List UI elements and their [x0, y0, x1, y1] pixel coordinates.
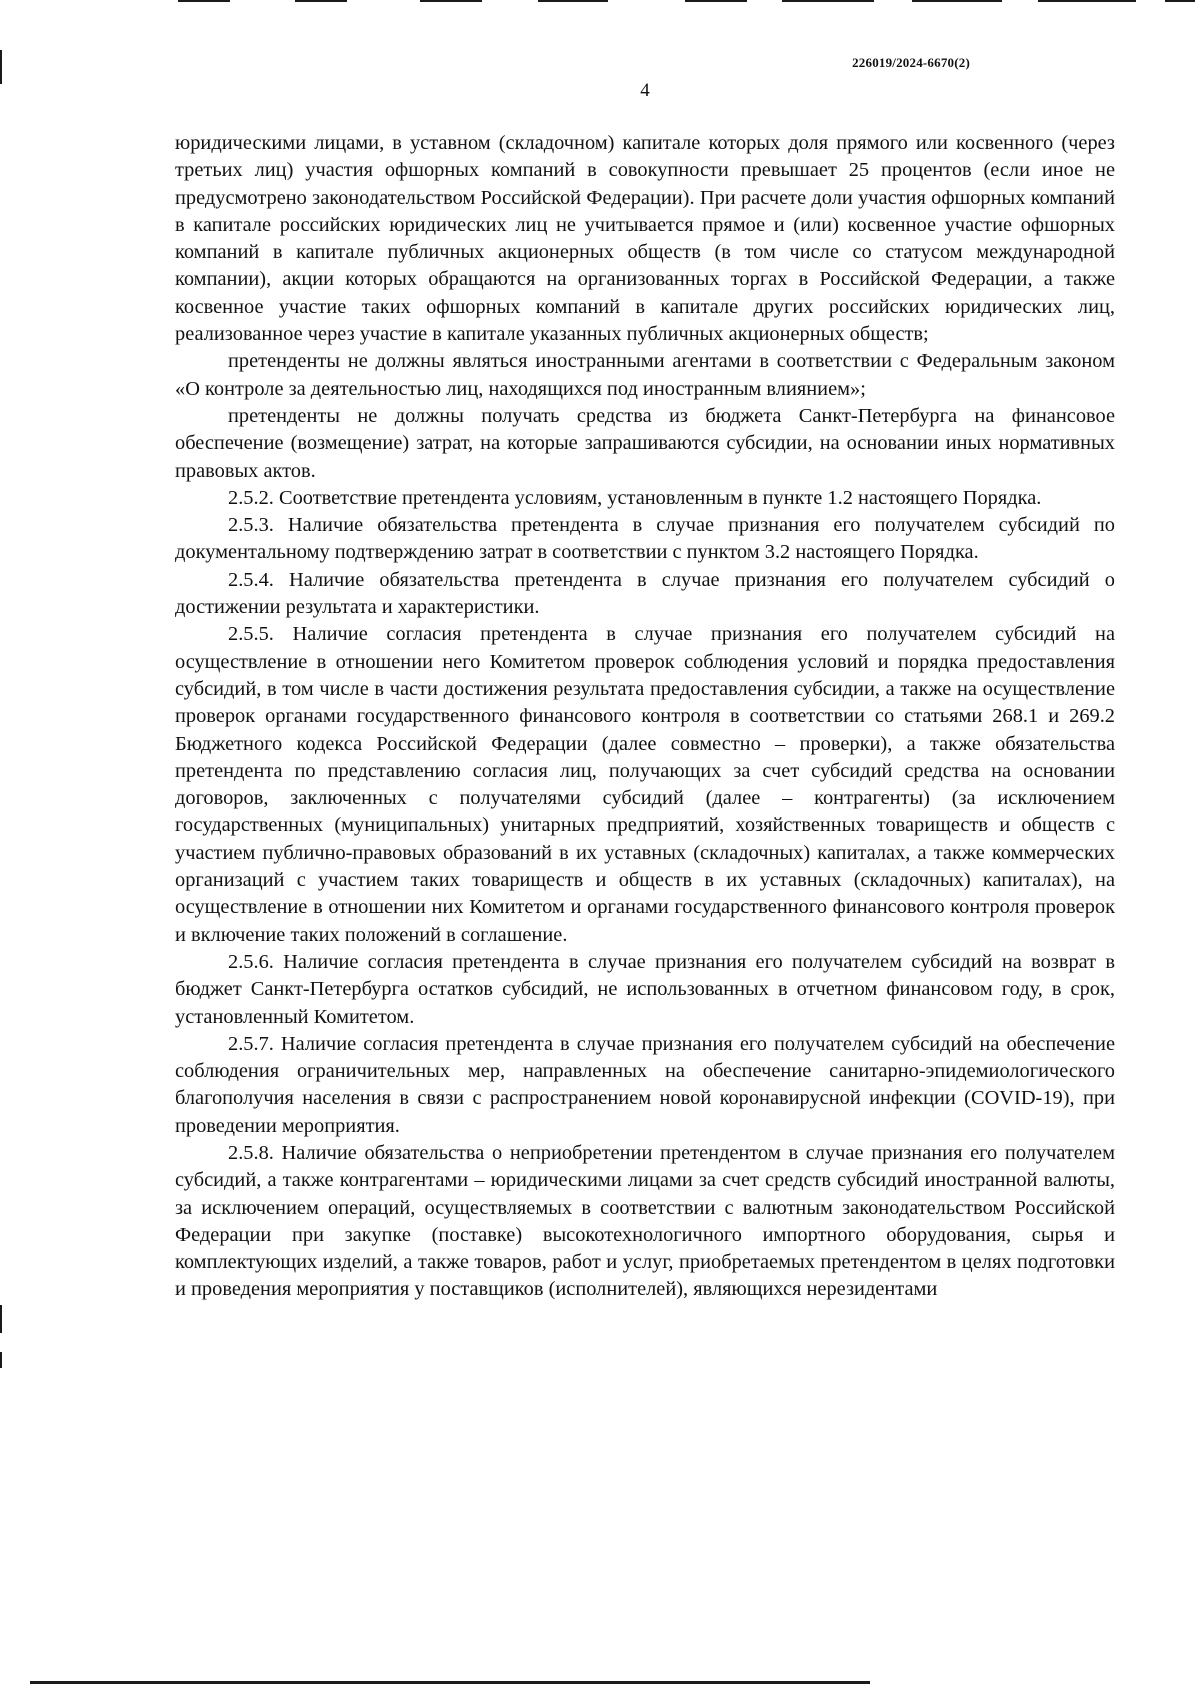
- scan-mark-left-1: [0, 50, 2, 84]
- scan-mark-top-8: [1038, 0, 1136, 2]
- paragraph-2-5-7: 2.5.7. Наличие согласия претендента в случае признания его получателем субсидий на обеспечение соблюдения ограничительных мер, направленных на обеспечение санитарно-эпидемиологического благополучия населения в связи с распространением новой коронавирусной инфекции (COVID-19), при проведении мероприятия.: [175, 1032, 1115, 1137]
- paragraph-2-5-4: 2.5.4. Наличие обязательства претендента в случае признания его получателем субсидий о достижении результата и характеристики.: [175, 568, 1115, 619]
- scan-mark-top-2: [295, 0, 347, 2]
- document-body: [175, 130, 1115, 1304]
- scan-mark-left-2: [0, 1305, 2, 1333]
- scan-mark-top-9: [1165, 0, 1195, 2]
- paragraph-2-5-3: 2.5.3. Наличие обязательства претендента в случае признания его получателем субсидий по документальному подтверждению затрат в соответствии с пунктом 3.2 настоящего Порядка.: [175, 514, 1115, 564]
- scan-mark-top-4: [538, 0, 608, 2]
- paragraph-budget-funds: претенденты не должны получать средства из бюджета Санкт-Петербурга на финансовое обеспечение (возмещение) затрат, на которые запрашиваются субсидии, на основании иных нормативных правовых актов.: [175, 404, 1115, 482]
- document-registration-number: 226019/2024-6670(2): [852, 55, 970, 70]
- scan-mark-top-7: [912, 0, 1002, 2]
- scan-mark-top-6: [782, 0, 874, 2]
- scan-mark-left-3: [0, 1352, 2, 1368]
- paragraph-2-5-2: 2.5.2. Соответствие претендента условиям, установленным в пункте 1.2 настоящего Порядка.: [228, 486, 1042, 509]
- scan-mark-top-5: [685, 0, 747, 2]
- paragraph-2-5-5: 2.5.5. Наличие согласия претендента в случае признания его получателем субсидий на осуществление в отношении него Комитетом проверок соблюдения условий и порядка предоставления субсидий, в том числе в части достижения результата предоставления субсидии, а также на осуществление проверок органами государственного финансового контроля в соответствии со статьями 268.1 и 269.2 Бюджетного кодекса Российской Федерации (далее совместно – проверки), а также обязательства претендента по представлению согласия лиц, получающих за счет субсидий средства на основании договоров, заключенных с получателями субсидий (далее – контрагенты) (за исключением государственных (муниципальных) унитарных предприятий, хозяйственных товариществ и обществ с участием публично-правовых образований в их уставных (складочных) капиталах, а также коммерческих организаций с участием таких товариществ и обществ в их уставных (складочных) капиталах), на осуществление в отношении них Комитетом и органами государственного финансового контроля проверок и включение таких положений в соглашение.: [175, 623, 1115, 946]
- paragraph-offshore-continuation: юридическими лицами, в уставном (складочном) капитале которых доля прямого или косвенного (через третьих лиц) участия офшорных компаний в совокупности превышает 25 процентов (если иное не предусмотрено законодательством Российской Федерации). При расчете доли участия офшорных компаний в капитале российских юридических лиц не учитывается прямое и (или) косвенное участие офшорных компаний в капитале публичных акционерных обществ (в том числе со статусом международной компании), акции которых обращаются на организованных торгах в Российской Федерации, а также косвенное участие таких офшорных компаний в капитале других российских юридических лиц, реализованное через участие в капитале указанных публичных акционерных обществ;: [175, 132, 1115, 346]
- paragraph-2-5-8: 2.5.8. Наличие обязательства о неприобретении претендентом в случае признания его получателем субсидий, а также контрагентами – юридическими лицами за счет средств субсидий иностранной валюты, за исключением операций, осуществляемых в соответствии с валютным законодательством Российской Федерации при закупке (поставке) высокотехнологичного импортного оборудования, сырья и комплектующих изделий, а также товаров, работ и услуг, приобретаемых претендентом в целях подготовки и проведения мероприятия у поставщиков (исполнителей), являющихся нерезидентами: [175, 1141, 1115, 1301]
- scan-mark-top-3: [420, 0, 482, 2]
- page-number: 4: [640, 80, 650, 101]
- scan-bottom-edge-line: [30, 1681, 870, 1684]
- paragraph-2-5-6: 2.5.6. Наличие согласия претендента в случае признания его получателем субсидий на возврат в бюджет Санкт-Петербурга остатков субсидий, не использованных в отчетном финансовом году, в срок, установленный Комитетом.: [175, 950, 1115, 1028]
- paragraph-foreign-agents: претенденты не должны являться иностранными агентами в соответствии с Федеральным законом «О контроле за деятельностью лиц, находящихся под иностранным влиянием»;: [175, 350, 1115, 400]
- scan-mark-top-1: [178, 0, 230, 2]
